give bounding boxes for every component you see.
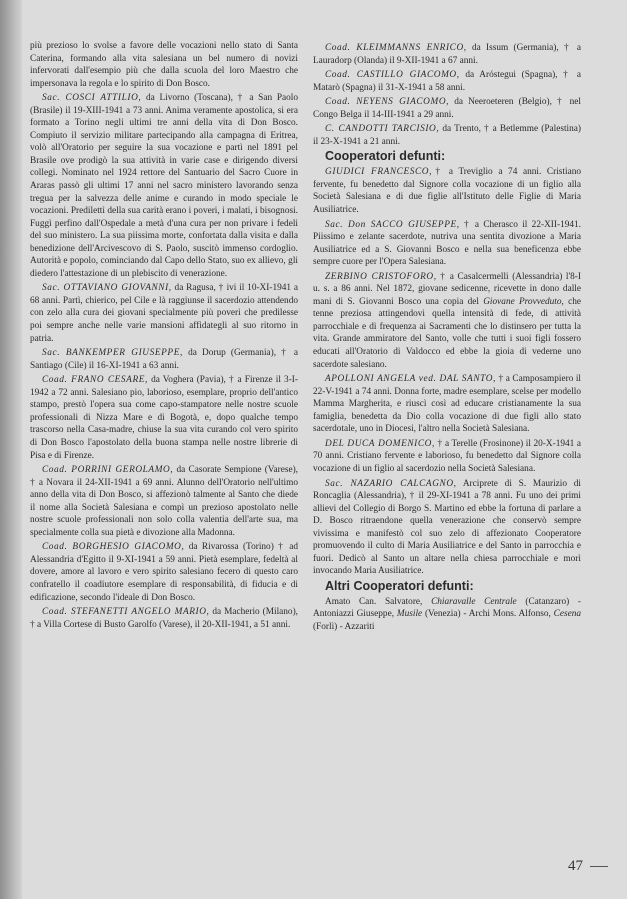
other-cooperators-list [313, 596, 581, 634]
entry-text: † a Terelle (Frosinone) il 20-X-1941 a 70 anni. Cristiano fervente e laborioso, fu benedetto dal Signore colla vocazione di un figlio al sacerdozio nella Società Salesiana. [313, 438, 581, 474]
section-heading-other-cooperators: Altri Cooperatori defunti: [325, 578, 474, 593]
page-number: 47 [568, 858, 583, 874]
obituary-entry [313, 69, 581, 94]
cooperator-entry [313, 438, 581, 476]
list-text: (Forlì) - Azzariti [313, 621, 375, 632]
entry-text: da Casorate Sempione (Varese), † a Novara il 24-XII-1941 a 69 anni. Alunno dell'Oratorio nell'ultimo anno della vita di Don Bosco, si affezionò talmente al Santo che diede il nome alla Società Salesiana e compì un prezioso apostolato nelle nostre scuole professionali non solo colla valentia dell'arte sua, ma specialmente colla sua pietà e divozione alla Madonna. [30, 465, 298, 538]
right-column [313, 40, 581, 845]
left-column [30, 40, 298, 885]
entry-text: da Dorup (Germania), † a Santiago (Cile) il 16-XI-1941 a 63 anni. [30, 348, 298, 371]
entry-name: Coad. CASTILLO GIACOMO, [325, 70, 460, 81]
entry-text: che tenne preziosa attingendovi quella intensità di fede, di attività parrocchiale e di frequenza ai Sacramenti che lo distinsero per tutta la vita. Grande ammiratore del Santo, volle che tutti i suoi figli fossero educati all'Oratorio di Valdocco ed ebbe la gioia di vederne uno sacerdote salesiano. [313, 296, 581, 370]
cooperator-entry [313, 166, 581, 216]
obituary-entry [30, 606, 298, 631]
entry-name: Sac. Don SACCO GIUSEPPE, [325, 219, 460, 230]
list-text: (Catanzaro) - Antoniazzi Giuseppe, [313, 596, 581, 620]
entry-text: da Neeroeteren (Belgio), † nel Congo Belga il 14-III-1941 a 29 anni. [313, 97, 581, 120]
cooperator-entry [313, 219, 581, 269]
paragraph: più prezioso lo svolse a favore delle vocazioni nello stato di Santa Caterina, formando alla vita salesiana un bel numero di novizi infervorati dall'esempio più che dalla scuola del loro Maestro che impersonava la regola e lo spirito di Don Bosco. [30, 41, 298, 89]
place-name: Cesena [553, 609, 581, 620]
entry-name: Sac. NAZARIO CALCAGNO, [325, 478, 457, 489]
entry-name: Sac. BANKEMPER GIUSEPPE, [42, 348, 183, 359]
obituary-entry [313, 42, 581, 67]
obituary-entry [313, 123, 581, 148]
entry-text: da Livorno (Toscana), † a San Paolo (Brasile) il 19-XIII-1941 a 73 anni. Anima veramente apostolica, si era formato a Torino negli ultimi tre anni della vita di Don Bosco. Compiuto il servizio militare partecipando alla campagna di Eritrea, volò all'Oratorio per seguire la sua vocazione e partì nel 1891 pel Brasile ove prodigò la sua attività in varie case e dirigendo diversi collegi. Nominato nel 1924 rettore del Santuario del Sacro Cuore in Araras passò gli ultimi 17 anni nel sacro ministero lavorando senza tregua per la salvezza delle anime e curando in modo speciale le vocazioni. Predilettì della sua carità erano i poveri, i malati, i bisognosi. Fuggì perfino dall'Ospedale a metà d'una cura per non privare i fedeli del suo ministero. La sua piissima morte, confortata dalla visita e dalla benedizione dell'Arcivescovo di S. Paolo, suscitò immenso cordoglio. Autorità e popolo, cominciando dal Capo dello Stato, suo ex allievo, gli diedero l'attestazione di un plebiscito di venerazione. [30, 93, 298, 279]
entry-text: da Trento, † a Betlemme (Palestina) il 23-X-1941 a 21 anni. [313, 124, 581, 147]
entry-name: APOLLONI ANGELA ved. DAL SANTO, [325, 374, 496, 385]
page-number-dash [590, 866, 608, 867]
obituary-entry [30, 347, 298, 372]
entry-text: da Issum (Germania), † a Lauradorp (Olanda) il 9-XII-1941 a 67 anni. [313, 43, 581, 66]
place-name: Chiaravalle Centrale [431, 596, 517, 607]
entry-name: C. CANDOTTI TARCISIO, [325, 124, 440, 135]
book-title: Giovane Provveduto, [483, 296, 564, 307]
entry-text: da Voghera (Pavia), † a Firenze il 3-I-1942 a 72 anni. Salesiano pio, laborioso, esemplare, proprio dell'antico stampo, prestò l'opera sua come capo-stampatore nelle nostre scuole professionali di Nizza Mare e di Bogotà, e, dopo qualche tempo trascorso nella Casa-madre, chiuse la sua vita curando col vero spirito di Don Bosco l'apostolato della buona stampa nelle nostre librerie di Pisa e di Firenze. [30, 375, 298, 461]
entry-name: Coad. NEYENS GIACOMO, [325, 97, 450, 108]
cooperator-entry [313, 478, 581, 578]
obituary-entry [30, 282, 298, 345]
entry-name: Coad. KLEIMMANNS ENRICO, [325, 43, 467, 53]
cooperator-entry [313, 271, 581, 371]
obituary-entry [30, 464, 298, 539]
binding-shadow [0, 0, 22, 899]
entry-name: Coad. PORRINI GEROLAMO, [42, 465, 174, 476]
entry-name: DEL DUCA DOMENICO, [325, 438, 435, 449]
cooperator-entry [313, 373, 581, 436]
entry-name: ZERBINO CRISTOFORO, [325, 271, 437, 282]
obituary-entry [30, 541, 298, 604]
entry-text: † a Cherasco il 22-XII-1941. Piissimo e zelante sacerdote, nutriva una sentita divozione a Maria Ausiliatrice ed a S. Giovanni Bosco e nella sua beneficenza ebbe sempre cuore per l'Opera Salesiana. [313, 219, 581, 268]
section-heading-cooperators: Cooperatori defunti: [325, 149, 446, 164]
obituary-entry [30, 374, 298, 462]
entry-name: GIUDICI FRANCESCO, [325, 167, 433, 178]
entry-name: Sac. COSCI ATTILIO, [42, 93, 142, 104]
entry-text: † a Treviglio a 74 anni. Cristiano fervente, fu benedetto dal Signore colla vocazione di un figlio alla Società Salesiana e di due figlie all'Istituto delle Figlie di Maria Ausiliatrice. [313, 167, 581, 216]
obituary-entry [313, 96, 581, 121]
entry-text: da Aróstegui (Spagna), † a Matarò (Spagna) il 31-X-1941 a 58 anni. [313, 70, 581, 93]
list-text: (Venezia) - Archi Mons. Alfonso, [422, 609, 554, 620]
entry-text: Arciprete di S. Maurizio di Roncaglia (Alessandria), † il 29-XI-1941 a 78 anni. Fu uno dei primi allievi del Collegio di Borgo S. Martino ed ebbe la fortuna di parlare a D. Bosco ritraendone quella venerazione che conservò sempre vivissima e manifestò col suo zelo di affezionato Cooperatore promuovendo il culto di Maria Ausiliatrice e del Santo in parrocchia e fuori. Dedicò al Santo un altare nella chiesa parrocchiale e morì invocando Maria Ausiliatrice. [313, 478, 581, 577]
entry-name: Coad. BORGHESIO GIACOMO, [42, 542, 185, 553]
entry-text: da Rivarossa (Torino) † ad Alessandria d'Egitto il 9-XI-1941 a 59 anni. Pietà esemplare, fedeltà al dovere, amore al lavoro e vero spirito salesiano fecero di questo caro confratello il coadiutore esemplare di responsabilità, di fiducia e di edificazione, secondo l'ideale di Don Bosco. [30, 542, 298, 603]
obituary-entry [30, 92, 298, 280]
entry-name: Coad. FRANO CESARE, [42, 375, 148, 386]
place-name: Musile [396, 609, 423, 620]
entry-name: Coad. STEFANETTI ANGELO MARIO, [42, 607, 210, 618]
entry-text: † a Camposampiero il 22-V-1941 a 74 anni. Donna forte, madre esemplare, scelse per modello Mamma Margherita, e riuscì così ad educare cristianamente la sua famiglia, benedetta da Dio colla vocazione di due figli allo stato sacerdotale, uno in Diocesi, l'altro nella Società Salesiana. [313, 374, 581, 435]
entry-text: † a Casalcermelli (Alessandria) l'8-I u. s. a 86 anni. Nel 1872, giovane sedicenne, ricevette in dono dalle mani di S. Giovanni Bosco una copia del [313, 271, 581, 307]
entry-name: Sac. OTTAVIANO GIOVANNI, [42, 283, 172, 294]
list-text: Amato Can. Salvatore, [325, 596, 432, 607]
entry-text: da Macherio (Milano), † a Villa Cortese di Busto Garolfo (Varese), il 20-XII-1941, a 51 anni. [30, 607, 298, 630]
entry-text: da Ragusa, † ivi il 10-XI-1941 a 68 anni. Partì, chierico, pel Cile e là raggiunse il sacerdozio attendendo con zelo alla cura dei giovani specialmente più poveri che predilesse poi sempre anche nelle varie mansioni affidategli al suo ritorno in patria. [30, 283, 298, 344]
